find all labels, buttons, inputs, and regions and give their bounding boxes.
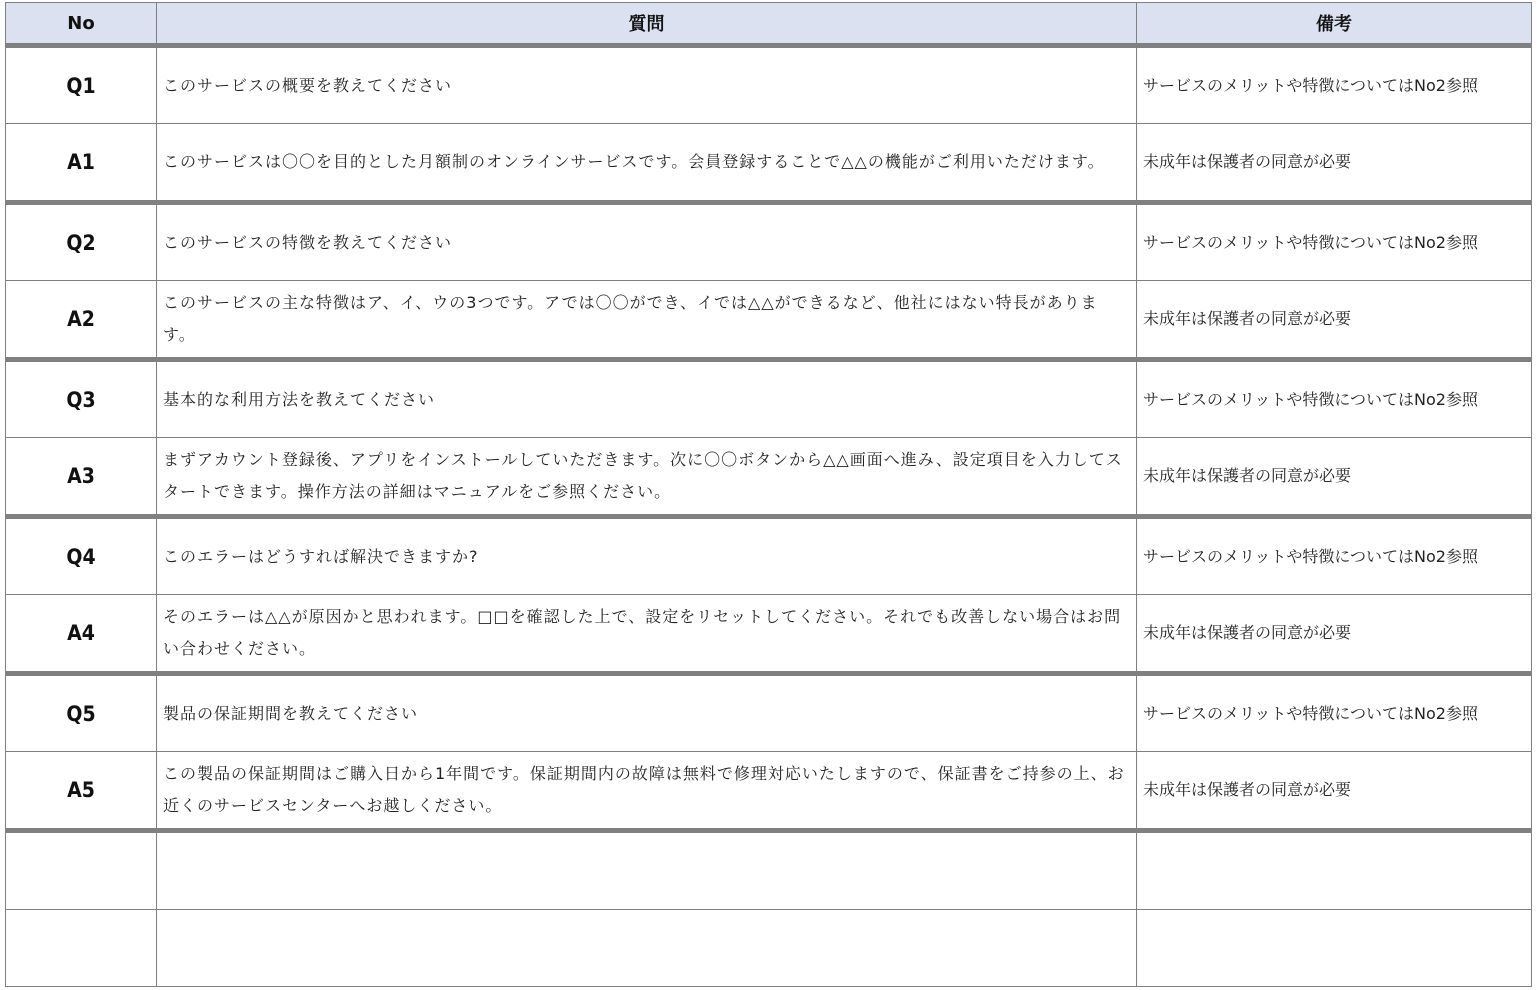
header-note[interactable]: 備考 [1137,3,1532,46]
faq-table [5,2,1532,987]
table-row [6,752,1532,831]
cell-no[interactable]: Q1 [6,46,157,124]
cell-no[interactable]: Q4 [6,517,157,595]
table-row [6,124,1532,203]
cell-no[interactable]: A1 [6,124,157,203]
cell-question[interactable] [157,910,1137,987]
cell-no[interactable]: A4 [6,595,157,674]
table-row [6,517,1532,595]
cell-note[interactable]: 未成年は保護者の同意が必要 [1137,124,1532,203]
table-row [6,674,1532,752]
cell-question[interactable] [157,831,1137,910]
cell-note[interactable] [1137,910,1532,987]
cell-note[interactable] [1137,831,1532,910]
cell-no[interactable]: A3 [6,438,157,517]
header-no[interactable]: No [6,3,157,46]
cell-no[interactable]: Q5 [6,674,157,752]
cell-note[interactable]: サービスのメリットや特徴についてはNo2参照 [1137,674,1532,752]
cell-question[interactable]: 製品の保証期間を教えてください [157,674,1137,752]
cell-no[interactable] [6,910,157,987]
table-row-empty [6,910,1532,987]
table-row [6,281,1532,360]
cell-no[interactable]: A2 [6,281,157,360]
cell-answer[interactable]: このサービスの主な特徴はア、イ、ウの3つです。アでは〇〇ができ、イでは△△ができるなど、他社にはない特長があります。 [157,281,1137,360]
cell-question[interactable]: このエラーはどうすれば解決できますか? [157,517,1137,595]
cell-question[interactable]: このサービスの特徴を教えてください [157,203,1137,281]
cell-note[interactable]: サービスのメリットや特徴についてはNo2参照 [1137,517,1532,595]
faq-sheet [5,2,1531,987]
header-question[interactable]: 質問 [157,3,1137,46]
cell-answer[interactable]: そのエラーは△△が原因かと思われます。□□を確認した上で、設定をリセットしてください。それでも改善しない場合はお問い合わせください。 [157,595,1137,674]
table-row [6,360,1532,438]
header-row [6,3,1532,46]
cell-no[interactable]: Q3 [6,360,157,438]
cell-question[interactable]: このサービスの概要を教えてください [157,46,1137,124]
table-row [6,438,1532,517]
cell-no[interactable] [6,831,157,910]
cell-answer[interactable]: この製品の保証期間はご購入日から1年間です。保証期間内の故障は無料で修理対応いたしますので、保証書をご持参の上、お近くのサービスセンターへお越しください。 [157,752,1137,831]
table-row [6,595,1532,674]
cell-note[interactable]: サービスのメリットや特徴についてはNo2参照 [1137,203,1532,281]
table-row [6,203,1532,281]
cell-note[interactable]: サービスのメリットや特徴についてはNo2参照 [1137,46,1532,124]
cell-no[interactable]: A5 [6,752,157,831]
cell-note[interactable]: 未成年は保護者の同意が必要 [1137,752,1532,831]
cell-question[interactable]: 基本的な利用方法を教えてください [157,360,1137,438]
cell-note[interactable]: 未成年は保護者の同意が必要 [1137,595,1532,674]
cell-answer[interactable]: まずアカウント登録後、アプリをインストールしていただきます。次に〇〇ボタンから△△画面へ進み、設定項目を入力してスタートできます。操作方法の詳細はマニュアルをご参照ください。 [157,438,1137,517]
cell-note[interactable]: サービスのメリットや特徴についてはNo2参照 [1137,360,1532,438]
cell-answer[interactable]: このサービスは〇〇を目的とした月額制のオンラインサービスです。会員登録することで△△の機能がご利用いただけます。 [157,124,1137,203]
cell-note[interactable]: 未成年は保護者の同意が必要 [1137,438,1532,517]
cell-no[interactable]: Q2 [6,203,157,281]
table-row-empty [6,831,1532,910]
cell-note[interactable]: 未成年は保護者の同意が必要 [1137,281,1532,360]
table-row [6,46,1532,124]
